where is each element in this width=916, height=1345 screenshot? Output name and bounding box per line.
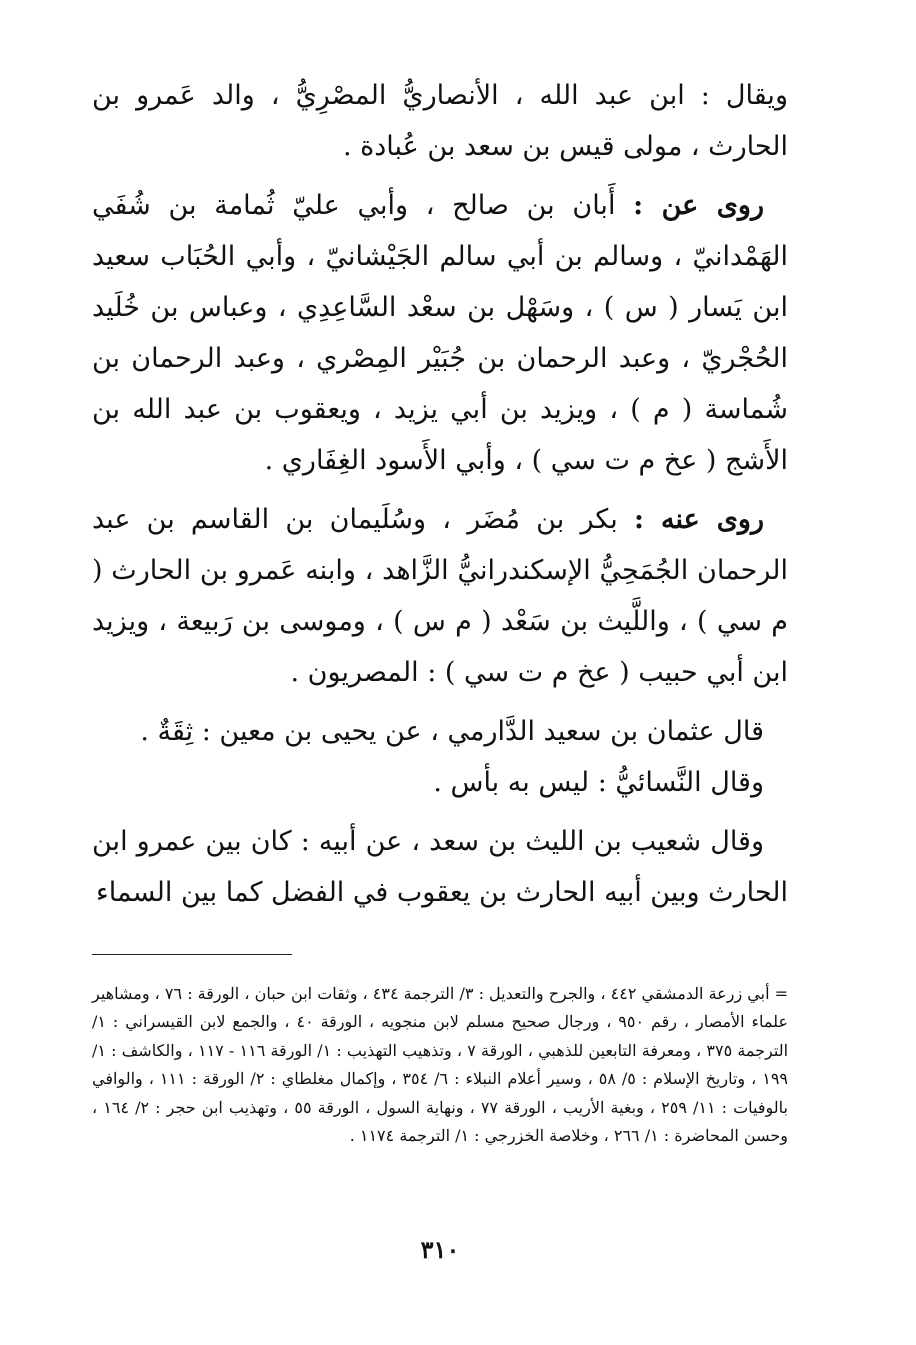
page-number: ٣١٠ bbox=[420, 1235, 460, 1264]
paragraph-nasai: وقال النَّسائيُّ : ليس به بأس . bbox=[433, 767, 764, 798]
footnote-separator bbox=[92, 954, 292, 955]
narrated-from-heading: روى عن : bbox=[633, 190, 764, 221]
narrated-from-text: أَبان بن صالح ، وأبي عليّ ثُمامة بن شُفَي الهَمْدانيّ ، وسالم بن أبي سالم الجَيْشانيّ ، وأبي الحُبَاب سعيد ابن يَسار ( س ) ، وسَهْل بن سعْد السَّاعِدِي ، وعباس بن خُلَيد الحُجْريّ ، وعبد الرحمان بن جُبَيْر المِصْري ، وعبد الرحمان بن شُماسة ( م ) ، ويزيد بن أبي يزيد ، ويعقوب بن عبد الله بن الأَشج ( عخ م ت سي ) ، وأبي الأَسود الغِفَاري . bbox=[92, 190, 788, 476]
paragraph-shuayb: وقال شعيب بن الليث بن سعد ، عن أبيه : كان بين عمرو ابن الحارث وبين أبيه الحارث بن يعقوب في الفضل كما بين السماء bbox=[92, 826, 788, 908]
footnote-text: = أبي زرعة الدمشقي ٤٤٢ ، والجرح والتعديل : ٣/ الترجمة ٤٣٤ ، وثقات ابن حبان ، الورقة : ٧٦ ، ومشاهير علماء الأمصار ، رقم ٩٥٠ ، ورجال صحيح مسلم لابن منجويه ، الورقة ٤٠ ، والجمع لابن القيسراني : ١/ الترجمة ٣٧٥ ، ومعرفة التابعين للذهبي ، الورقة ٧ ، وتذهيب التهذيب : ١/ الورقة ١١٦ - ١١٧ ، والكاشف : ١/ ١٩٩ ، وتاريخ الإسلام : ٥/ ٥٨ ، وسير أعلام النبلاء : ٦/ ٣٥٤ ، وإكمال مغلطاي : ٢/ الورقة : ١١١ ، والوافي بالوفيات : ١١/ ٢٥٩ ، وبغية الأريب ، الورقة ٧٧ ، ونهاية السول ، الورقة ٥٥ ، وتهذيب ابن حجر : ٢/ ١٦٤ ، وحسن المحاضرة : ١/ ٢٦٦ ، وخلاصة الخزرجي : ١/ الترجمة ١١٧٤ . bbox=[92, 984, 789, 1146]
book-page bbox=[92, 70, 788, 1290]
paragraph-narrated-from bbox=[92, 180, 788, 486]
footnotes bbox=[92, 980, 788, 1150]
narrated-by-text: بكر بن مُضَر ، وسُلَيمان بن القاسم بن عبد الرحمان الجُمَحِيُّ الإسكندرانيُّ الزَّاهد ، وابنه عَمرو بن الحارث ( م سي ) ، واللَّيث بن سَعْد ( م س ) ، وموسى بن رَبيعة ، ويزيد ابن أبي حبيب ( عخ م ت سي ) : المصريون . bbox=[92, 504, 788, 688]
paragraph-narrated-by bbox=[92, 494, 788, 698]
main-text bbox=[92, 70, 788, 918]
narrated-by-heading: روى عنه : bbox=[634, 504, 764, 535]
paragraph-ibn-maeen: قال عثمان بن سعيد الدَّارمي ، عن يحيى بن معين : ثِقَةٌ . bbox=[140, 716, 764, 747]
paragraph-lineage: ويقال : ابن عبد الله ، الأنصاريُّ المصْرِيُّ ، والد عَمرو بن الحارث ، مولى قيس بن سعد بن عُبادة . bbox=[92, 80, 788, 162]
